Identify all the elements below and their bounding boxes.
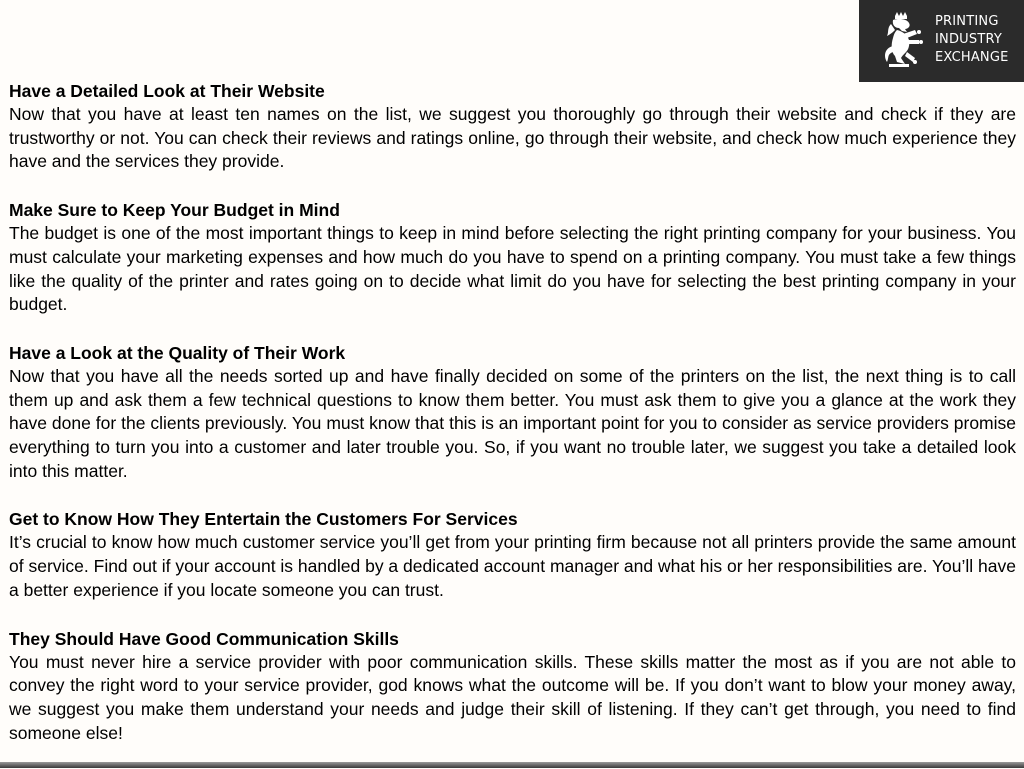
section-heading: Have a Look at the Quality of Their Work	[9, 342, 346, 363]
article-content	[9, 79, 1016, 769]
section-heading: Get to Know How They Entertain the Customers For Services	[9, 509, 518, 530]
section-communication	[9, 627, 1016, 746]
logo-wordmark	[935, 13, 1009, 67]
section-body: Now that you have all the needs sorted up and have finally decided on some of the printers on the list, the next thing is to call them up and ask them a few technical questions to know them better. You must ask them to give you a glance at the work they have done for the clients previously. You must know that this is an important point for you to consider as service providers promise everything to turn you into a customer and later trouble you. So, if you want no trouble later, we suggest you take a detailed look into this matter.	[9, 365, 1016, 481]
logo-line-2: INDUSTRY	[935, 32, 1003, 47]
logo-line-1: PRINTING	[935, 14, 999, 29]
section-website	[9, 79, 1016, 174]
section-heading: Make Sure to Keep Your Budget in Mind	[9, 200, 340, 221]
section-body: You must never hire a service provider with poor communication skills. These skills matter the most as if you are not able to convey the right word to your service provider, god knows what the outcome will be. If you don’t want to blow your money away, we suggest you make them understand your needs and judge their skill of listening. If they can’t get through, you need to find someone else!	[9, 651, 1016, 743]
section-quality	[9, 341, 1016, 484]
section-body: Now that you have at least ten names on the list, we suggest you thoroughly go through their website and check if they are trustworthy or not. You can check their reviews and ratings online, go through their website, and check how much experience they have and the services they provide.	[9, 104, 1016, 172]
section-budget	[9, 198, 1016, 317]
lion-rampant-icon	[881, 12, 925, 70]
brand-logo	[859, 0, 1024, 82]
section-body: The budget is one of the most important things to keep in mind before selecting the right printing company for your business. You must calculate your marketing expenses and how much do you have to spend on a printing company. You must take a few things like the quality of the printer and rates going on to decide what limit do you have for selecting the best printing company in your budget.	[9, 223, 1016, 315]
section-customer-service	[9, 507, 1016, 602]
section-body: It’s crucial to know how much customer service you’ll get from your printing firm because not all printers provide the same amount of service. Find out if your account is handled by a dedicated account manager and what his or her responsibilities are. You’ll have a better experience if you locate someone you can trust.	[9, 532, 1016, 600]
bottom-divider	[0, 762, 1024, 768]
section-heading: They Should Have Good Communication Skills	[9, 628, 399, 649]
section-heading: Have a Detailed Look at Their Website	[9, 81, 325, 101]
logo-line-3: EXCHANGE	[935, 50, 1009, 65]
